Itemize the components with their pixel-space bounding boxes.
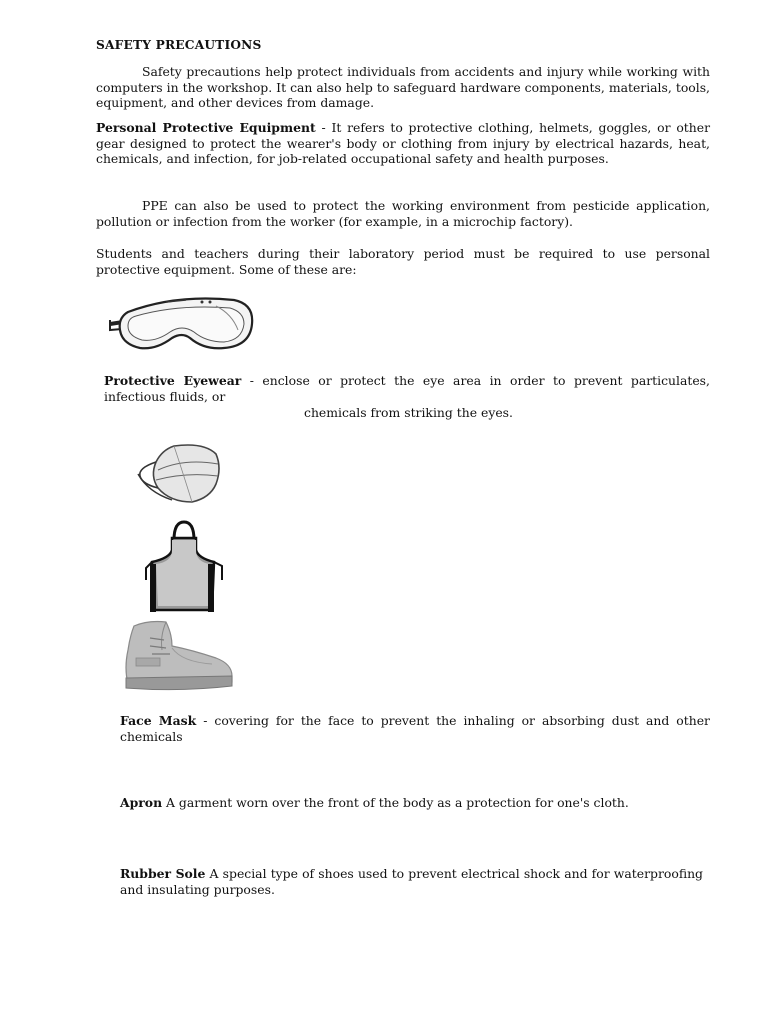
goggles-image [106, 290, 256, 354]
ppe-term: Personal Protective Equipment [96, 120, 316, 135]
face-mask-definition: - covering for the face to prevent the inhaling or absorbing dust and other chemicals [120, 713, 710, 744]
apron-term: Apron [120, 795, 163, 810]
face-mask-image [134, 440, 224, 510]
eyewear-paragraph [104, 373, 710, 404]
eyewear-definition-part2: chemicals from striking the eyes. [304, 405, 513, 420]
eyewear-definition-part1: - enclose or protect the eye area in order to prevent particulates, infectious fluids, or [104, 373, 710, 404]
apron-definition: A garment worn over the front of the body as a protection for one's cloth. [162, 795, 629, 810]
ppe-definition: - It refers to protective clothing, helmets, goggles, or other gear designed to protect the wearer's body or clothing from injury by electrical hazards, heat, chemicals, and infection, for job-related occupational safety and health purposes. [96, 120, 710, 167]
rubber-sole-boot-image [120, 618, 236, 692]
ppe-environment-paragraph: PPE can also be used to protect the working environment from pesticide application, pollution or infection from the worker (for example, in a microchip factory). [96, 198, 710, 229]
rubber-sole-definition: A special type of shoes used to prevent electrical shock and for waterproofing and insulating purposes. [120, 866, 703, 897]
rubber-sole-paragraph [120, 866, 703, 897]
doc-title: SAFETY PRECAUTIONS [96, 38, 262, 52]
ppe-paragraph [96, 120, 710, 167]
apron-image [144, 518, 224, 614]
face-mask-term: Face Mask [120, 713, 197, 728]
eyewear-term: Protective Eyewear [104, 373, 242, 388]
rubber-sole-term: Rubber Sole [120, 866, 206, 881]
face-mask-paragraph [120, 713, 710, 744]
intro-paragraph: Safety precautions help protect individuals from accidents and injury while working with computers in the workshop. It can also help to safeguard hardware components, materials, tools, equipment, and other devices from damage. [96, 64, 710, 111]
students-paragraph: Students and teachers during their laboratory period must be required to use personal protective equipment. Some of these are: [96, 246, 710, 277]
apron-paragraph [120, 795, 710, 811]
